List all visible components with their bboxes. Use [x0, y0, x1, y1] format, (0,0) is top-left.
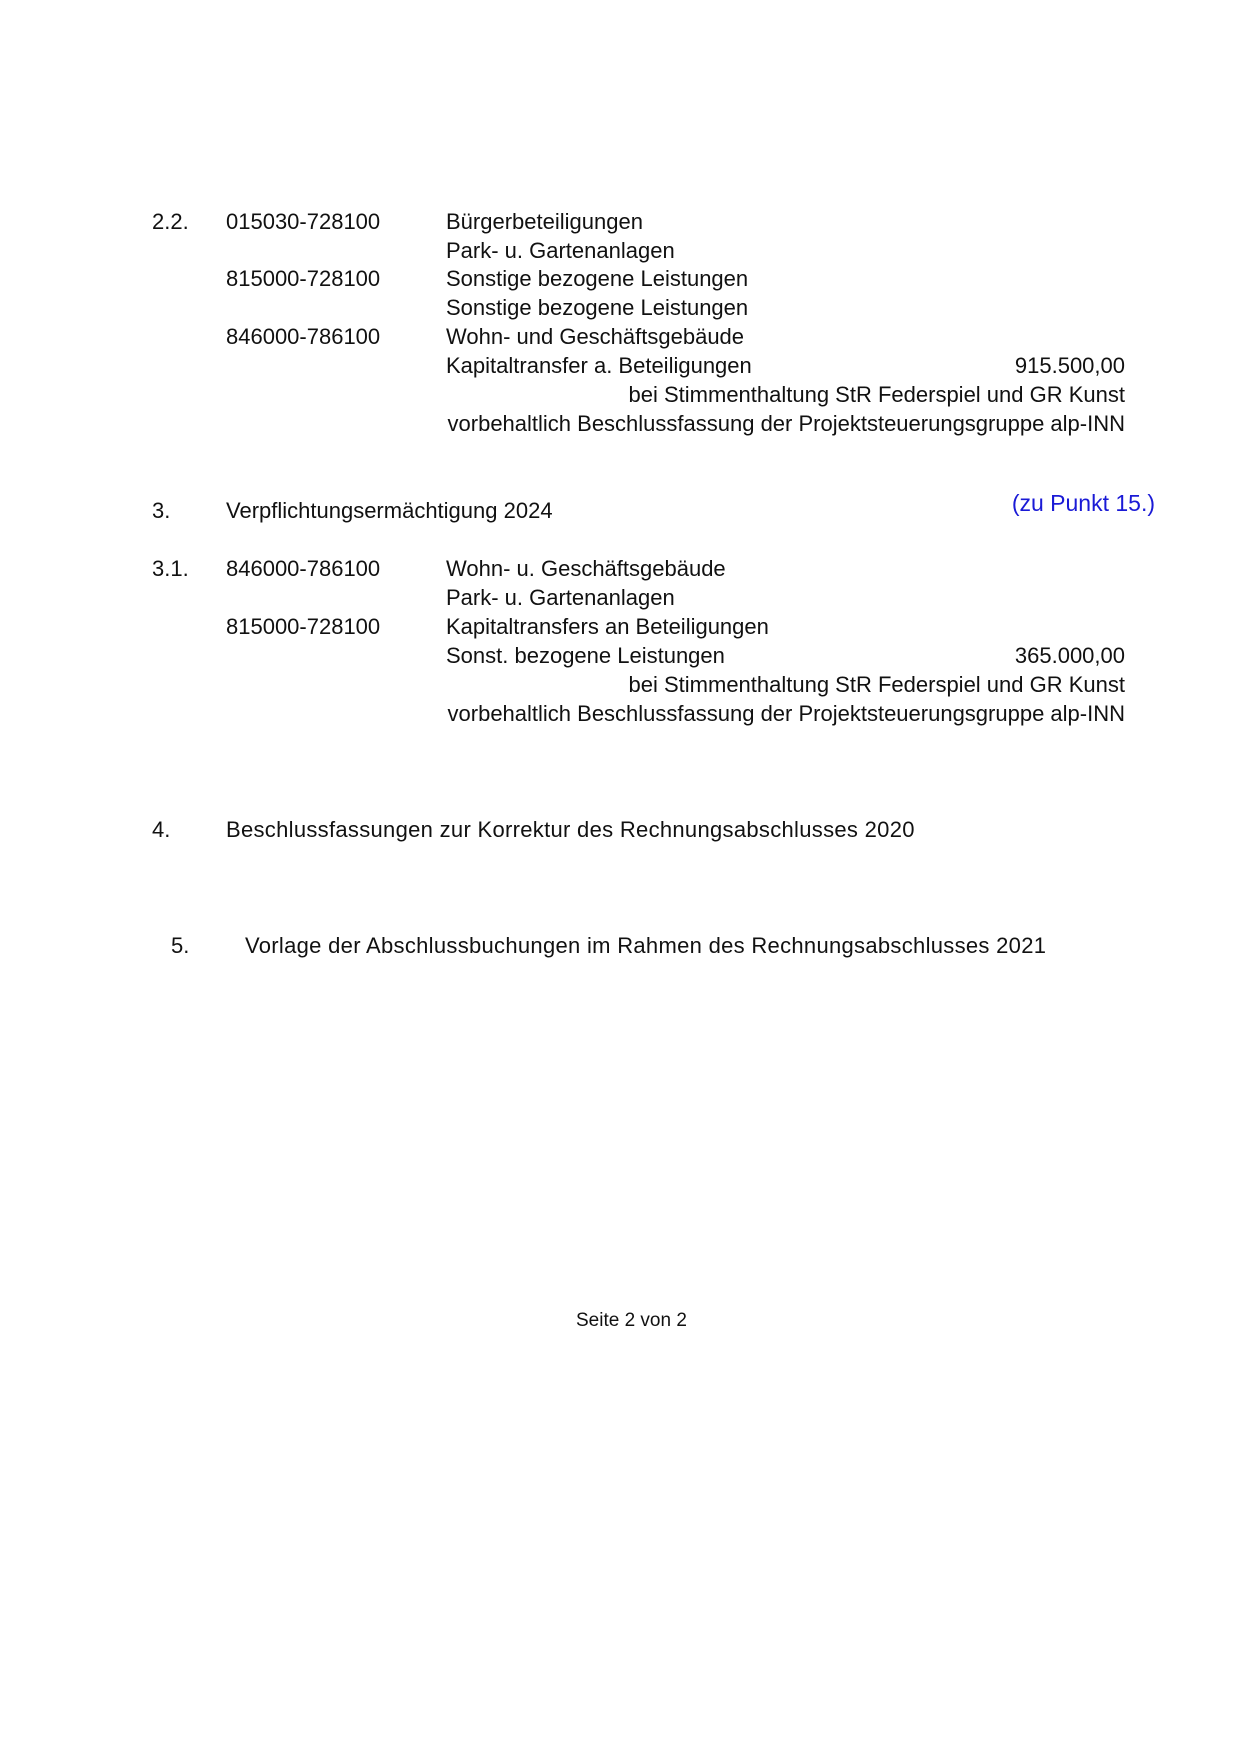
account-number: 846000-786100 — [226, 556, 381, 581]
item-label: Sonstige bezogene Leistungen — [446, 266, 749, 291]
item-label: Sonst. bezogene Leistungen — [446, 643, 725, 668]
section-title: Verpflichtungsermächtigung 2024 — [226, 498, 553, 523]
item-label: Kapitaltransfers an Beteiligungen — [446, 614, 769, 639]
abstention-note: bei Stimmenthaltung StR Federspiel und GR Kunst — [628, 382, 1125, 407]
item-label: Wohn- u. Geschäftsgebäude — [446, 556, 726, 581]
amount: 915.500,00 — [1014, 353, 1125, 378]
item-label: Park- u. Gartenanlagen — [446, 585, 675, 610]
section-title: Vorlage der Abschlussbuchungen im Rahmen des Rechnungsabschlusses 2021 — [245, 933, 1047, 958]
account-number: 815000-728100 — [226, 266, 381, 291]
item-label: Wohn- und Geschäftsgebäude — [446, 324, 745, 349]
section-number: 3.1. — [152, 556, 189, 581]
item-label: Park- u. Gartenanlagen — [446, 238, 675, 263]
account-number: 846000-786100 — [226, 324, 381, 349]
section-title: Beschlussfassungen zur Korrektur des Rechnungsabschlusses 2020 — [226, 817, 915, 842]
account-number: 815000-728100 — [226, 614, 381, 639]
condition-note: vorbehaltlich Beschlussfassung der Projektsteuerungsgruppe alp-INN — [447, 411, 1125, 436]
item-label: Kapitaltransfer a. Beteiligungen — [446, 353, 752, 378]
cross-reference: (zu Punkt 15.) — [1011, 490, 1155, 516]
abstention-note: bei Stimmenthaltung StR Federspiel und GR Kunst — [628, 672, 1125, 697]
section-number: 2.2. — [152, 209, 189, 234]
section-number: 5. — [171, 933, 190, 958]
section-number: 4. — [152, 817, 171, 842]
amount: 365.000,00 — [1014, 643, 1125, 668]
section-number: 3. — [152, 498, 171, 523]
page-number: Seite 2 von 2 — [576, 1310, 687, 1331]
condition-note: vorbehaltlich Beschlussfassung der Projektsteuerungsgruppe alp-INN — [447, 701, 1125, 726]
item-label: Bürgerbeteiligungen — [446, 209, 643, 234]
account-number: 015030-728100 — [226, 209, 381, 234]
item-label: Sonstige bezogene Leistungen — [446, 295, 749, 320]
